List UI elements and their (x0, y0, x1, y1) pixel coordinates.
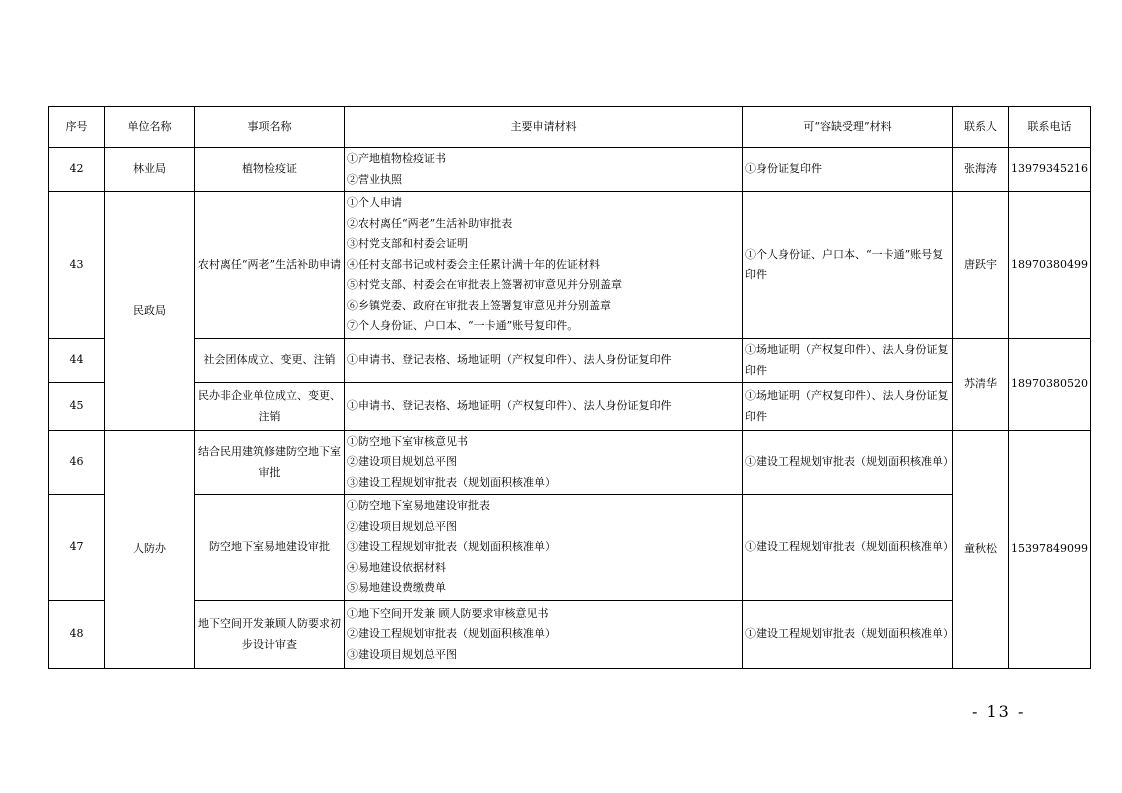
header-phone: 联系电话 (1009, 107, 1091, 148)
row-deferrable: ①建设工程规划审批表（规划面积核准单） (743, 495, 953, 601)
material-line: ①地下空间开发兼 顾人防要求审核意见书 (347, 606, 549, 620)
row-no: 43 (49, 192, 105, 339)
approval-items-table (48, 106, 1091, 669)
unit-minzheng: 民政局 (105, 192, 195, 431)
contact-renfang: 童秋松 (953, 431, 1009, 669)
header-contact: 联系人 (953, 107, 1009, 148)
row-item: 农村离任“两老”生活补助申请 (195, 192, 345, 339)
material-line: ②营业执照 (347, 172, 402, 186)
row-contact: 唐跃宇 (953, 192, 1009, 339)
phone-renfang: 15397849099 (1009, 431, 1091, 669)
row-contact: 张海涛 (953, 148, 1009, 192)
row-no: 45 (49, 383, 105, 431)
row-materials (345, 148, 743, 192)
material-line: ②农村离任“两老”生活补助审批表 (347, 216, 513, 230)
row-deferrable: ①建设工程规划审批表（规划面积核准单） (743, 431, 953, 495)
material-line: ⑥乡镇党委、政府在审批表上签署复审意见并分别盖章 (347, 298, 611, 312)
table-row (49, 148, 1091, 192)
material-line: ④易地建设依据材料 (347, 560, 446, 574)
row-no: 47 (49, 495, 105, 601)
row-no: 48 (49, 601, 105, 669)
table-row (49, 431, 1091, 495)
material-line: ②建设项目规划总平图 (347, 519, 457, 533)
material-line: ①申请书、登记表格、场地证明（产权复印件）、法人身份证复印件 (347, 353, 672, 367)
material-line: ⑤易地建设费缴费单 (347, 581, 446, 595)
material-line: ②建设项目规划总平图 (347, 455, 457, 469)
row-materials (345, 192, 743, 339)
row-phone: 13979345216 (1009, 148, 1091, 192)
row-phone: 18970380499 (1009, 192, 1091, 339)
header-no: 序号 (49, 107, 105, 148)
material-line: ①申请书、登记表格、场地证明（产权复印件）、法人身份证复印件 (347, 399, 672, 413)
material-line: ①防空地下室易地建设审批表 (347, 499, 490, 513)
table-header-row (49, 107, 1091, 148)
material-line: ③建设工程规划审批表（规划面积核准单） (347, 540, 556, 554)
material-line: ①个人申请 (347, 196, 402, 210)
header-materials: 主要申请材料 (345, 107, 743, 148)
row-materials (345, 339, 743, 383)
row-item: 结合民用建筑修建防空地下室审批 (195, 431, 345, 495)
header-deferrable: 可“容缺受理”材料 (743, 107, 953, 148)
row-no: 44 (49, 339, 105, 383)
row-deferrable: ①身份证复印件 (743, 148, 953, 192)
row-materials (345, 601, 743, 669)
material-line: ③村党支部和村委会证明 (347, 237, 468, 251)
table-row (49, 339, 1091, 383)
row-materials (345, 383, 743, 431)
page-number: - 13 - (972, 702, 1026, 721)
row-item: 防空地下室易地建设审批 (195, 495, 345, 601)
row-materials (345, 431, 743, 495)
phone-minzheng: 18970380520 (1009, 339, 1091, 431)
row-item: 地下空间开发兼顾人防要求初步设计审查 (195, 601, 345, 669)
row-materials (345, 495, 743, 601)
row-no: 46 (49, 431, 105, 495)
material-line: ②建设工程规划审批表（规划面积核准单） (347, 627, 556, 641)
header-unit: 单位名称 (105, 107, 195, 148)
row-item: 社会团体成立、变更、注销 (195, 339, 345, 383)
material-line: ①产地植物检疫证书 (347, 152, 446, 165)
table-row (49, 495, 1091, 601)
row-deferrable: ①场地证明（产权复印件）、法人身份证复印件 (743, 383, 953, 431)
unit-renfang: 人防办 (105, 431, 195, 669)
row-item: 民办非企业单位成立、变更、注销 (195, 383, 345, 431)
row-deferrable: ①建设工程规划审批表（规划面积核准单） (743, 601, 953, 669)
material-line: ④任村支部书记或村委会主任累计满十年的佐证材料 (347, 257, 600, 271)
table-row (49, 601, 1091, 669)
material-line: ③建设工程规划审批表（规划面积核准单） (347, 475, 556, 489)
material-line: ①防空地下室审核意见书 (347, 434, 468, 448)
table-row (49, 383, 1091, 431)
header-item: 事项名称 (195, 107, 345, 148)
table-row (49, 192, 1091, 339)
row-no: 42 (49, 148, 105, 192)
material-line: ⑤村党支部、村委会在审批表上签署初审意见并分别盖章 (347, 278, 622, 292)
row-item: 植物检疫证 (195, 148, 345, 192)
row-unit: 林业局 (105, 148, 195, 192)
material-line: ③建设项目规划总平图 (347, 647, 457, 661)
contact-minzheng: 苏清华 (953, 339, 1009, 431)
material-line: ⑦个人身份证、户口本、“一卡通”账号复印件。 (347, 319, 579, 333)
row-deferrable: ①场地证明（产权复印件）、法人身份证复印件 (743, 339, 953, 383)
row-deferrable: ①个人身份证、户口本、“一卡通”账号复印件 (743, 192, 953, 339)
